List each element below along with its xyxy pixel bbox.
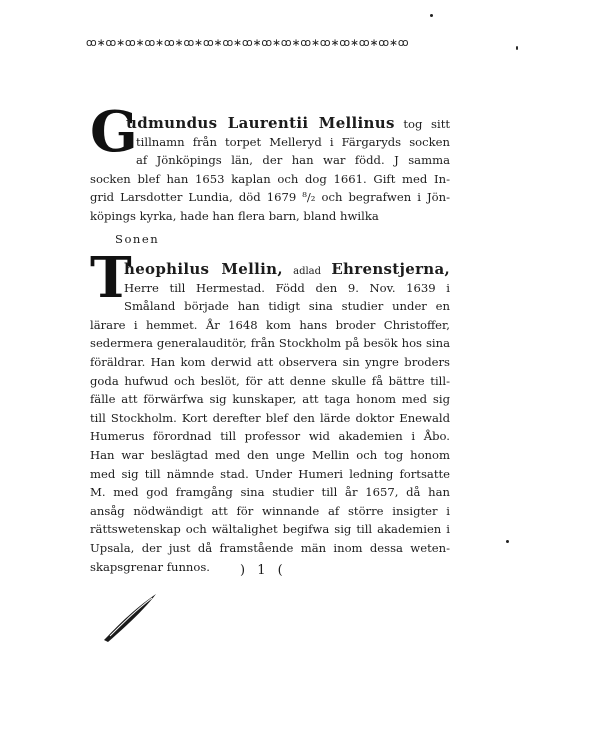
entry-line: fälle att förwärfwa sig kunskaper, att taga honom med sig	[90, 392, 450, 407]
entry-heading-title: Ehrenstjerna,	[331, 260, 451, 278]
page-number: ) 1 (	[240, 563, 287, 578]
entry-line: af Jönköpings län, der han war född. J samma	[136, 153, 450, 168]
entry-line: till Stockholm. Kort derefter blef den lärde doktor Enewald	[90, 410, 450, 425]
entry-text: adlad	[293, 266, 322, 277]
entry-line: lärare i hemmet. År 1648 kom hans broder Christoffer,	[90, 317, 450, 332]
entry-line	[90, 114, 450, 133]
entry-line: skapsgrenar funnos.	[90, 559, 210, 574]
entry-line: rättswetenskap och wältalighet begifwa sig till akademien i	[90, 522, 450, 537]
entry-line: tillnamn från torpet Melleryd i Färgaryds socken	[136, 134, 450, 149]
entry-line: Han war beslägtad med den unge Mellin och tog honom	[90, 447, 450, 462]
ink-speck	[516, 46, 518, 50]
drop-cap-g: G	[90, 99, 138, 165]
entry-line: Herre till Hermestad. Född den 9. Nov. 1639 i	[124, 280, 450, 295]
entry-line: socken blef han 1653 kaplan och dog 1661. Gift med In-	[90, 171, 450, 186]
entry-theophilus	[90, 260, 450, 576]
entry-line: grid Larsdotter Lundia, död 1679 ⁸/₂ och begrafwen i Jön-	[90, 190, 450, 205]
drop-cap-t: T	[90, 245, 132, 311]
section-label-sonen: Sonen	[115, 232, 160, 246]
entry-line: goda hufwud och beslöt, för att denne skulle få bättre till-	[90, 373, 450, 388]
entry-line: Humerus förordnad till professor wid akademien i Åbo.	[90, 429, 450, 444]
entry-line: sedermera generalauditör, från Stockholm på besök hos sina	[90, 336, 450, 351]
entry-heading-name: heophilus Mellin,	[124, 260, 283, 278]
entry-line: köpings kyrka, hade han flera barn, bland hwilka	[90, 208, 379, 223]
ornamental-header-border: ꝏ∗ꝏ∗ꝏ∗ꝏ∗ꝏ∗ꝏ∗ꝏ∗ꝏ∗ꝏ∗ꝏ∗ꝏ∗ꝏ∗ꝏ∗ꝏ∗ꝏ∗ꝏ∗ꝏ	[86, 37, 409, 49]
entry-gudmundus	[90, 114, 450, 226]
ink-speck	[506, 540, 509, 543]
entry-line: föräldrar. Han kom derwid att observera sin yngre broders	[90, 354, 450, 369]
entry-line: Småland började han tidigt sina studier under en	[124, 299, 450, 314]
entry-heading-name: udmundus Laurentii Mellinus	[126, 114, 395, 132]
entry-line: Upsala, der just då framstående män inom dessa weten-	[90, 540, 450, 555]
ink-speck	[430, 14, 433, 17]
entry-line: med sig till nämnde stad. Under Humeri ledning fortsatte	[90, 466, 450, 481]
entry-line: ansåg nödwändigt att för winnande af större insigter i	[90, 503, 450, 518]
entry-line	[90, 260, 450, 279]
entry-text: tog sitt	[403, 117, 451, 131]
entry-line: M. med god framgång sina studier till år 1657, då han	[90, 485, 450, 500]
quill-pen-mark-icon	[100, 592, 160, 644]
